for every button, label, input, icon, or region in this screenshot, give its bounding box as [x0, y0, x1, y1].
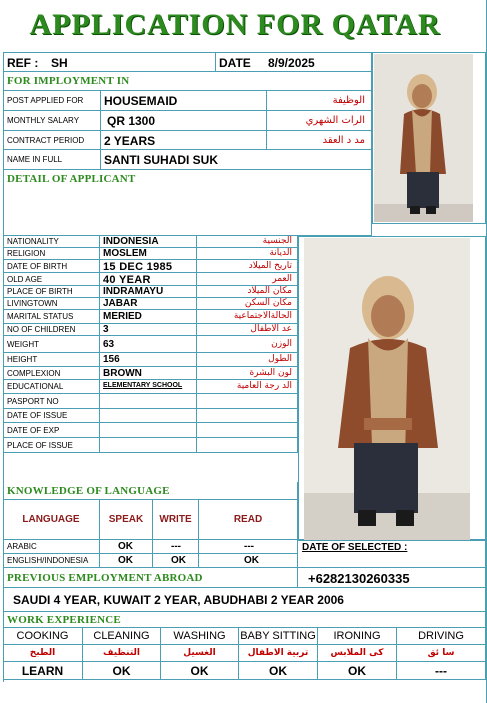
work-skill-label: BABY SITTING: [240, 630, 316, 642]
employment-label: POST APPLIED FOR: [7, 96, 84, 105]
date-cell: [216, 52, 372, 72]
language-level-cell: [100, 540, 153, 554]
employment-arabic-cell: [267, 91, 372, 111]
applicant-label-cell: [3, 438, 100, 453]
language-level-cell: [100, 554, 153, 568]
applicant-arabic-cell: [197, 409, 298, 423]
date-label: DATE: [219, 56, 251, 70]
work-skill-status: LEARN: [21, 664, 64, 678]
applicant-value-cell: [100, 260, 197, 273]
employment-value: SANTI SUHADI SUK: [104, 153, 219, 167]
work-skill-status-cell: [161, 662, 239, 680]
applicant-label: WEIGHT: [7, 339, 39, 349]
applicant-arabic-cell: [197, 236, 298, 248]
language-level-cell: [153, 540, 199, 554]
applicant-value-cell: [100, 336, 197, 353]
applicant-arabic: العمر: [272, 273, 292, 284]
applicant-label-cell: [3, 394, 100, 409]
applicant-value-cell: [100, 367, 197, 380]
applicant-value: 40 YEAR: [103, 273, 151, 286]
language-column-label: SPEAK: [108, 514, 144, 525]
applicant-value: 63: [103, 338, 115, 350]
applicant-label: NO OF CHILDREN: [7, 325, 76, 334]
employment-label: CONTRACT PERIOD: [7, 135, 85, 145]
work-skill-arabic: الغسيل: [183, 648, 216, 658]
applicant-label: LIVINGTOWN: [7, 299, 58, 308]
applicant-label-cell: [3, 286, 100, 298]
work-skill-status: OK: [112, 664, 131, 678]
applicant-arabic-cell: [197, 298, 298, 310]
applicant-label: NATIONALITY: [7, 237, 59, 246]
employment-arabic: الوظيفة: [332, 95, 365, 106]
previous-text: SAUDI 4 YEAR, KUWAIT 2 YEAR, ABUDHABI 2 YEAR 2006: [13, 593, 344, 607]
language-name-cell: [3, 554, 100, 568]
employment-value: HOUSEMAID: [104, 94, 178, 108]
language-column-header: [199, 500, 298, 540]
employment-label: NAME IN FULL: [7, 155, 63, 164]
work-skill-arabic: سا ئق: [427, 648, 455, 658]
employment-header-cell: [3, 72, 372, 91]
employment-value-cell: [101, 131, 267, 150]
applicant-arabic: الوزن: [271, 338, 292, 349]
applicant-value: INDONESIA: [103, 236, 159, 247]
language-name: ENGLISH/INDONESIA: [7, 556, 89, 565]
applicant-value: 156: [103, 354, 120, 365]
work-skill-status-cell: [83, 662, 161, 680]
work-skill-arabic: الطبخ: [29, 648, 56, 658]
language-level-cell: [199, 554, 298, 568]
employment-value: 2 YEARS: [104, 133, 156, 148]
applicant-arabic-cell: [197, 438, 298, 453]
work-skill-arabic: تربية الاطفال: [247, 648, 309, 658]
applicant-arabic-cell: [197, 353, 298, 367]
employment-arabic: مد د العقد: [322, 134, 365, 146]
applicant-arabic-cell: [197, 310, 298, 324]
work-header-cell: [3, 612, 486, 628]
applicant-arabic-cell: [197, 423, 298, 438]
applicant-value: MOSLEM: [103, 248, 147, 259]
applicant-arabic: مكان السكن: [244, 298, 292, 308]
work-skill-label: IRONING: [333, 630, 381, 642]
work-skill-label: CLEANING: [93, 630, 150, 642]
work-skill-arabic-cell: [83, 645, 161, 662]
language-read: OK: [244, 555, 259, 566]
applicant-value-cell: [100, 394, 197, 409]
applicant-value: INDRAMAYU: [103, 286, 164, 297]
applicant-label: RELIGION: [7, 249, 46, 258]
ref-value: SH: [51, 56, 68, 70]
applicant-arabic-cell: [197, 273, 298, 286]
employment-label: MONTHLY SALARY: [7, 116, 80, 125]
work-skill-label: COOKING: [16, 630, 69, 642]
applicant-label-cell: [3, 380, 100, 394]
applicant-value: JABAR: [103, 298, 138, 309]
work-skill-arabic: كى الملابس: [330, 648, 384, 658]
applicant-value: 15 DEC 1985: [103, 260, 173, 273]
applicant-value-cell: [100, 236, 197, 248]
applicant-value-cell: [100, 286, 197, 298]
work-skill-status-cell: [239, 662, 318, 680]
previous-header: PREVIOUS EMPLOYMENT ABROAD: [7, 572, 203, 584]
language-column-label: LANGUAGE: [22, 514, 80, 525]
employment-value-cell: [101, 111, 267, 131]
previous-text-cell: [3, 588, 486, 612]
applicant-header: DETAIL OF APPLICANT: [7, 173, 136, 185]
work-skill-cell: [397, 628, 486, 645]
employment-label-cell: [3, 150, 101, 170]
work-skill-arabic: التنظيف: [103, 648, 140, 658]
applicant-arabic: مكان الميلاد: [247, 286, 292, 296]
applicant-value: 3: [103, 324, 109, 335]
language-write: OK: [171, 555, 186, 566]
applicant-arabic-cell: [197, 336, 298, 353]
applicant-value-cell: [100, 438, 197, 453]
language-level-cell: [199, 540, 298, 554]
applicant-label: EDUCATIONAL: [7, 382, 64, 391]
language-column-label: READ: [233, 514, 263, 525]
applicant-arabic-cell: [197, 324, 298, 336]
applicant-value-cell: [100, 423, 197, 438]
language-column-header: [153, 500, 199, 540]
applicant-arabic: الجنسية: [262, 236, 292, 246]
language-column-header: [100, 500, 153, 540]
language-column-header: [3, 500, 100, 540]
date-value: 8/9/2025: [268, 56, 315, 70]
employment-value: QR 1300: [107, 114, 156, 128]
applicant-label-cell: [3, 236, 100, 248]
applicant-label-cell: [3, 423, 100, 438]
language-speak: OK: [118, 541, 133, 552]
applicant-arabic: الحالةالاجتماعية: [233, 311, 292, 321]
work-skill-cell: [83, 628, 161, 645]
employment-label-cell: [3, 91, 101, 111]
applicant-label-cell: [3, 273, 100, 286]
work-skill-arabic-cell: [161, 645, 239, 662]
applicant-value-cell: [100, 324, 197, 336]
work-skill-label: WASHING: [173, 630, 226, 642]
applicant-arabic: الديانة: [269, 248, 292, 258]
employment-value-cell: [101, 150, 372, 170]
applicant-value: ELEMENTARY SCHOOL: [103, 382, 183, 389]
language-level-cell: [153, 554, 199, 568]
language-name-cell: [3, 540, 100, 554]
work-skill-status-cell: [318, 662, 397, 680]
applicant-label: OLD AGE: [7, 274, 43, 284]
applicant-label: HEIGHT: [7, 355, 38, 364]
applicant-value-cell: [100, 353, 197, 367]
applicant-arabic: عد الاطفال: [250, 324, 292, 334]
work-skill-arabic-cell: [3, 645, 83, 662]
applicant-arabic-cell: [197, 367, 298, 380]
applicant-value-cell: [100, 409, 197, 423]
applicant-arabic-cell: [197, 260, 298, 273]
work-skill-status-cell: [3, 662, 83, 680]
applicant-arabic-cell: [197, 380, 298, 394]
language-header-cell: [3, 482, 298, 500]
applicant-arabic: الطول: [268, 354, 292, 364]
work-skill-arabic-cell: [239, 645, 318, 662]
applicant-label-cell: [3, 367, 100, 380]
applicant-value: MERIED: [103, 311, 142, 322]
previous-header-cell: [3, 568, 298, 588]
language-read: ---: [244, 541, 254, 552]
applicant-label-cell: [3, 324, 100, 336]
applicant-label-cell: [3, 310, 100, 324]
work-skill-arabic-cell: [397, 645, 486, 662]
language-speak: OK: [118, 555, 133, 566]
employment-header: FOR IMPLOYMENT IN: [7, 75, 130, 87]
applicant-label: MARITAL STATUS: [7, 312, 74, 321]
applicant-label: DATE OF ISSUE: [7, 411, 68, 420]
applicant-value: BROWN: [103, 367, 142, 379]
applicant-photo-small: [374, 54, 473, 222]
ref-label: REF :: [7, 56, 39, 70]
applicant-label-cell: [3, 298, 100, 310]
language-name: ARABIC: [7, 542, 37, 551]
work-skill-cell: [239, 628, 318, 645]
applicant-arabic-cell: [197, 248, 298, 260]
applicant-value-cell: [100, 310, 197, 324]
applicant-value-cell: [100, 248, 197, 260]
phone-number: +6282130260335: [308, 571, 410, 586]
ref-cell: [3, 52, 216, 72]
applicant-label: COMPLEXION: [7, 368, 61, 378]
applicant-label-cell: [3, 336, 100, 353]
work-skill-status: ---: [435, 664, 447, 678]
applicant-label: DATE OF EXP: [7, 425, 60, 435]
work-skill-label: DRIVING: [418, 630, 464, 642]
work-skill-cell: [318, 628, 397, 645]
applicant-label-cell: [3, 409, 100, 423]
employment-arabic-cell: [267, 131, 372, 150]
employment-arabic-cell: [267, 111, 372, 131]
work-skill-cell: [3, 628, 83, 645]
applicant-label: DATE OF BIRTH: [7, 261, 68, 271]
applicant-arabic-cell: [197, 286, 298, 298]
date-selected-cell: [298, 540, 486, 568]
applicant-label: PASPORT NO: [7, 396, 59, 406]
work-skill-status-cell: [397, 662, 486, 680]
work-header: WORK EXPERIENCE: [7, 614, 121, 626]
applicant-value-cell: [100, 380, 197, 394]
applicant-arabic: تاريخ الميلاد: [248, 260, 292, 271]
applicant-label-cell: [3, 260, 100, 273]
applicant-label-cell: [3, 353, 100, 367]
employment-arabic: الرات الشهري: [305, 115, 365, 126]
work-skill-status: OK: [348, 664, 366, 678]
date-selected-label: DATE OF SELECTED :: [302, 542, 408, 553]
applicant-arabic: الد رجة العامية: [236, 381, 292, 391]
applicant-label-cell: [3, 248, 100, 260]
language-column-label: WRITE: [159, 514, 192, 525]
work-skill-status: OK: [269, 664, 287, 678]
applicant-value-cell: [100, 298, 197, 310]
applicant-arabic-cell: [197, 394, 298, 409]
language-header: KNOWLEDGE OF LANGUAGE: [7, 485, 170, 497]
work-skill-cell: [161, 628, 239, 645]
employment-label-cell: [3, 111, 101, 131]
applicant-photo-large: [304, 238, 470, 540]
employment-value-cell: [101, 91, 267, 111]
language-write: ---: [171, 541, 181, 552]
form-title: APPLICATION FOR QATAR: [29, 8, 441, 41]
work-skill-status: OK: [190, 664, 209, 678]
employment-label-cell: [3, 131, 101, 150]
applicant-value-cell: [100, 273, 197, 286]
applicant-arabic: لون البشرة: [249, 367, 292, 378]
phone-cell: [298, 568, 486, 588]
applicant-label: PLACE OF ISSUE: [7, 440, 73, 450]
work-skill-arabic-cell: [318, 645, 397, 662]
applicant-label: PLACE OF BIRTH: [7, 287, 73, 296]
applicant-header-cell: [3, 170, 372, 236]
